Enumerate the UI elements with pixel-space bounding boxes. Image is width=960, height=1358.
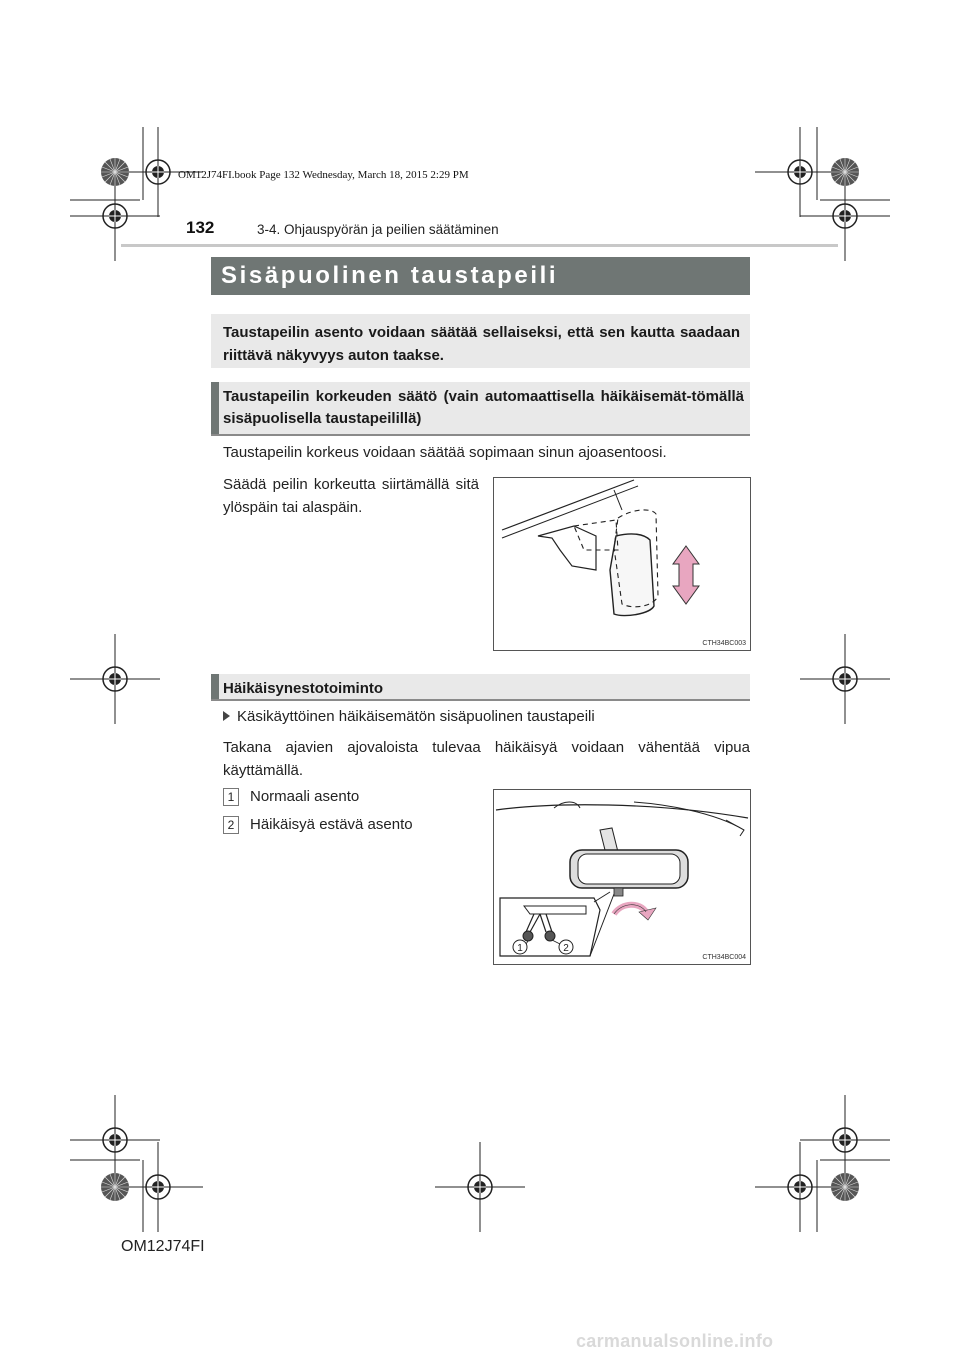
document-code: OM12J74FI (121, 1238, 205, 1255)
figure-mirror-lever (493, 789, 751, 965)
bullet-text: Käsikäyttöinen häikäisemätön sisäpuolinen taustapeili (237, 708, 595, 725)
triangle-bullet-icon (223, 711, 230, 721)
height-instruction-text: Säädä peilin korkeutta siirtämällä sitä ylöspäin tai alaspäin. (223, 476, 479, 516)
bullet-item (223, 705, 750, 728)
intro-box (211, 314, 750, 368)
list-item-label: Häikäisyä estävä asento (250, 816, 413, 833)
height-intro-text: Taustapeilin korkeus voidaan säätää sopimaan sinun ajoasentoosi. (223, 444, 667, 461)
figure-code: CTH34BC004 (702, 954, 746, 961)
callout-1: 1 (517, 943, 523, 954)
antiglare-text: Takana ajavien ajovaloista tulevaa häikäisyä voidaan vähentää vipua käyttämällä. (223, 739, 750, 779)
header-rule (121, 244, 838, 247)
list-item (223, 785, 359, 808)
mirror-lever-illustration (494, 790, 750, 964)
section-heading-text: Häikäisynestotoiminto (223, 680, 384, 697)
watermark: carmanualsonline.info (576, 1331, 774, 1351)
page-number: 132 (186, 218, 215, 237)
intro-text: Taustapeilin asento voidaan säätää sellaiseksi, että sen kautta saadaan riittävä näkyvyys auton taakse. (223, 324, 740, 364)
section-heading-antiglare (211, 674, 750, 701)
up-down-arrow-icon (673, 546, 699, 604)
page-title: Sisäpuolinen taustapeili (221, 262, 559, 289)
list-item-number: 1 (223, 788, 239, 806)
section-heading-height-adjust (211, 382, 750, 436)
page-title-bar (211, 257, 750, 295)
figure-code: CTH34BC003 (702, 640, 746, 647)
section-heading-bar (211, 674, 219, 699)
callout-2: 2 (563, 943, 569, 954)
book-info: OM12J74FI.book Page 132 Wednesday, March 18, 2015 2:29 PM (178, 169, 469, 181)
list-item-label: Normaali asento (250, 788, 360, 805)
chapter-title: 3-4. Ohjauspyörän ja peilien säätäminen (257, 222, 499, 237)
mirror-height-illustration (494, 478, 750, 650)
list-item-number: 2 (223, 816, 239, 834)
list-item (223, 813, 413, 836)
section-heading-text: Taustapeilin korkeuden säätö (vain automaattisella häikäisemät-tömällä sisäpuolisella taustapeilillä) (223, 388, 744, 427)
section-heading-bar (211, 382, 219, 434)
figure-mirror-height (493, 477, 751, 651)
